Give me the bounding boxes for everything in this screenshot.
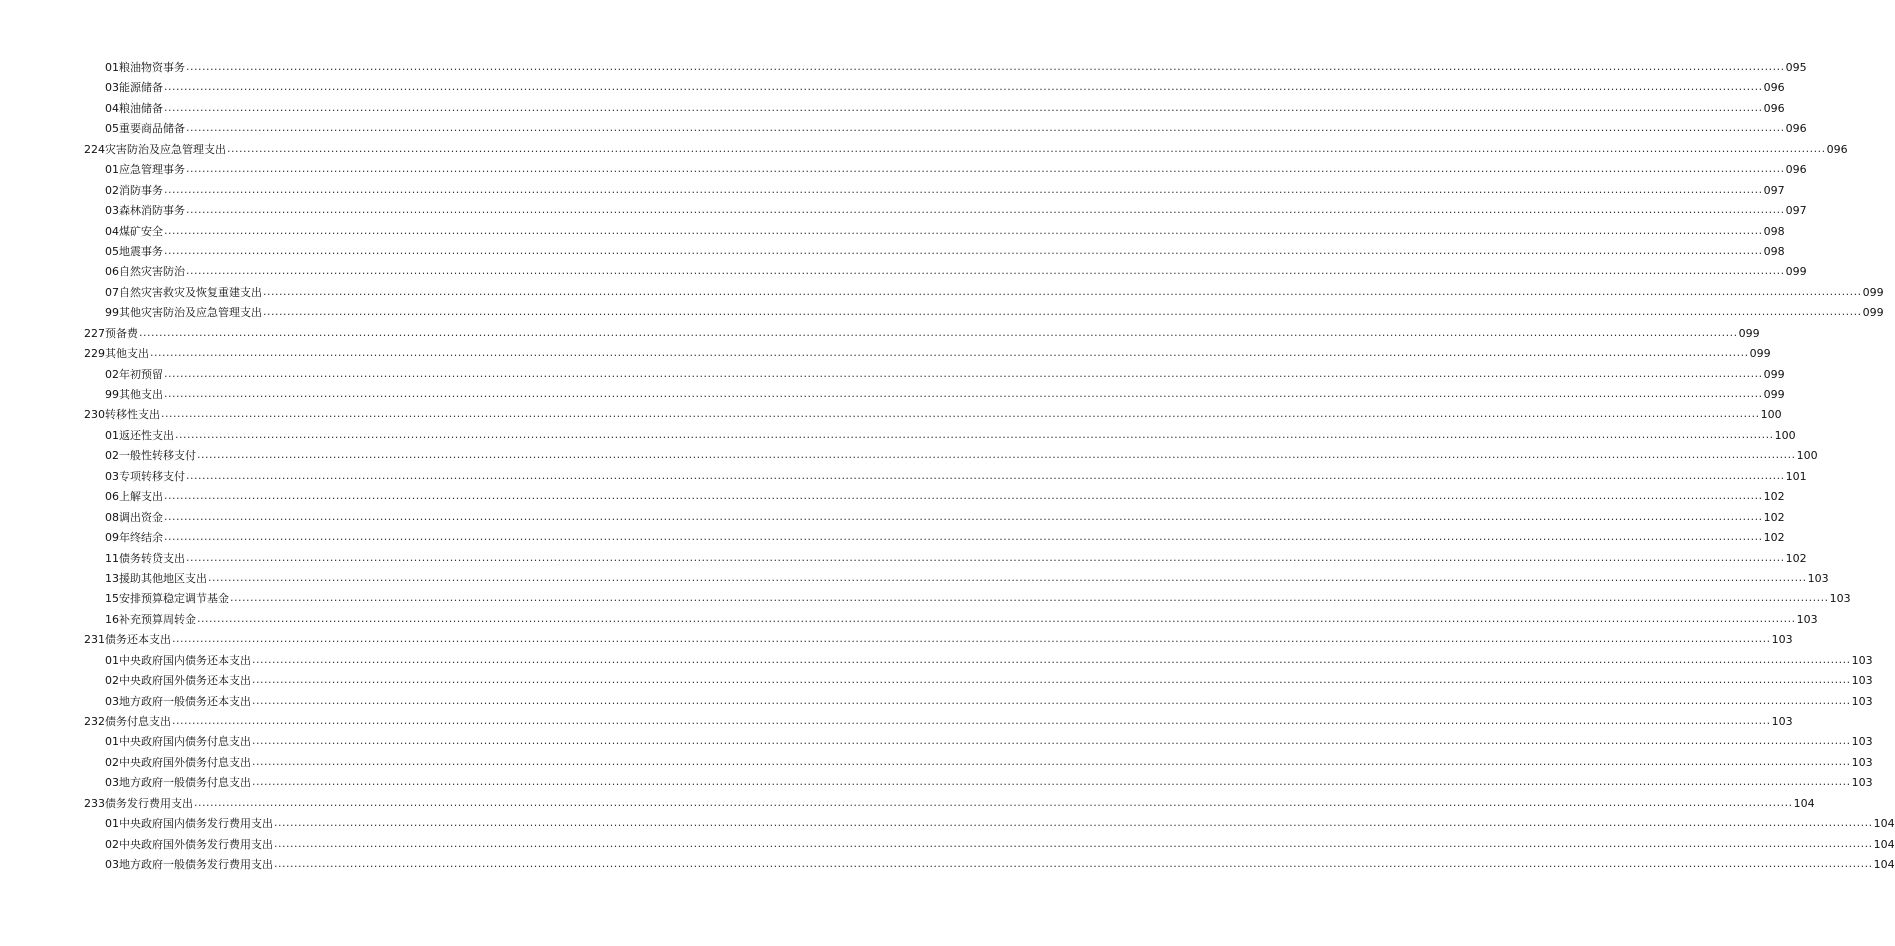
toc-page-number: 096: [1785, 122, 1807, 136]
toc-page-number: 099: [1785, 265, 1807, 279]
toc-item-row[interactable]: [105, 855, 1895, 875]
toc-code: 11: [105, 551, 119, 565]
toc-page-number: 103: [1851, 653, 1873, 667]
toc-code: 01: [105, 735, 119, 749]
toc-dot-leader: ................................................................................................................................................................................................................................................................................................................................................................................................................: [263, 284, 1862, 298]
toc-title: 能源储备: [119, 81, 163, 95]
toc-dot-leader: ................................................................................................................................................................................................................................................................................................................................................................................................................: [164, 530, 1763, 544]
toc-title: 转移性支出: [105, 408, 160, 422]
toc-dot-leader: ................................................................................................................................................................................................................................................................................................................................................................................................................: [274, 836, 1873, 850]
toc-item-row[interactable]: [105, 426, 1796, 446]
toc-title: 粮油储备: [119, 101, 163, 115]
toc-dot-leader: ................................................................................................................................................................................................................................................................................................................................................................................................................: [172, 632, 1771, 646]
toc-item-row[interactable]: [105, 753, 1873, 773]
toc-page-number: 103: [1771, 715, 1793, 728]
toc-code: 233: [84, 796, 105, 810]
toc-dot-leader: ................................................................................................................................................................................................................................................................................................................................................................................................................: [252, 693, 1851, 707]
toc-dot-leader: ................................................................................................................................................................................................................................................................................................................................................................................................................: [186, 550, 1785, 564]
toc-item-row[interactable]: [105, 78, 1785, 98]
toc-dot-leader: ................................................................................................................................................................................................................................................................................................................................................................................................................: [252, 754, 1851, 768]
toc-code: 227: [84, 326, 105, 340]
toc-code: 05: [105, 122, 119, 136]
toc-code: 01: [105, 163, 119, 177]
toc-title: 债务还本支出: [105, 633, 171, 647]
toc-title: 森林消防事务: [119, 204, 185, 218]
toc-page-number: 098: [1763, 224, 1785, 238]
toc-page-number: 104: [1793, 796, 1815, 810]
toc-title: 返还性支出: [119, 428, 174, 442]
toc-code: 03: [105, 204, 119, 218]
toc-title: 其他灾害防治及应急管理支出: [119, 306, 262, 320]
toc-item-row[interactable]: [105, 692, 1873, 712]
toc-section-row[interactable]: [84, 344, 1771, 364]
toc-item-row[interactable]: [105, 119, 1807, 139]
toc-page-number: 099: [1738, 326, 1760, 340]
toc-code: 230: [84, 408, 105, 422]
toc-code: 15: [105, 592, 119, 606]
toc-page-number: 104: [1873, 837, 1895, 851]
toc-dot-leader: ................................................................................................................................................................................................................................................................................................................................................................................................................: [186, 121, 1785, 135]
toc-item-row[interactable]: [105, 303, 1884, 323]
toc-item-row[interactable]: [105, 671, 1873, 691]
toc-item-row[interactable]: [105, 446, 1818, 466]
toc-dot-leader: ................................................................................................................................................................................................................................................................................................................................................................................................................: [164, 80, 1763, 94]
toc-section-row[interactable]: [84, 630, 1793, 650]
toc-code: 03: [105, 81, 119, 95]
toc-dot-leader: ................................................................................................................................................................................................................................................................................................................................................................................................................: [164, 366, 1763, 380]
toc-page-number: 099: [1749, 347, 1771, 361]
toc-page-number: 100: [1774, 428, 1796, 442]
toc-page-number: 098: [1763, 244, 1785, 258]
toc-section-row[interactable]: [84, 140, 1848, 160]
toc-code: 229: [84, 347, 105, 361]
toc-page-number: 102: [1763, 490, 1785, 504]
toc-title: 重要商品储备: [119, 122, 185, 136]
toc-item-row[interactable]: [105, 283, 1884, 303]
toc-page-number: 102: [1763, 531, 1785, 545]
toc-item-row[interactable]: [105, 814, 1895, 834]
toc-item-row[interactable]: [105, 528, 1785, 548]
toc-dot-leader: ................................................................................................................................................................................................................................................................................................................................................................................................................: [208, 570, 1807, 584]
toc-title: 年终结余: [119, 531, 163, 545]
toc-item-row[interactable]: [105, 835, 1895, 855]
toc-page-number: 096: [1763, 81, 1785, 95]
toc-title: 补充预算周转金: [119, 612, 196, 626]
toc-page-number: 100: [1760, 408, 1782, 422]
toc-item-row[interactable]: [105, 262, 1807, 282]
toc-dot-leader: ................................................................................................................................................................................................................................................................................................................................................................................................................: [164, 243, 1763, 257]
toc-section-row[interactable]: [84, 324, 1760, 344]
toc-item-row[interactable]: [105, 508, 1785, 528]
toc-title: 其他支出: [119, 388, 163, 401]
toc-page-number: 099: [1763, 367, 1785, 381]
toc-dot-leader: ................................................................................................................................................................................................................................................................................................................................................................................................................: [252, 652, 1851, 666]
toc-code: 08: [105, 510, 119, 524]
toc-code: 02: [105, 674, 119, 688]
toc-item-row[interactable]: [105, 58, 1807, 78]
toc-title: 年初预留: [119, 367, 163, 381]
toc-dot-leader: ................................................................................................................................................................................................................................................................................................................................................................................................................: [164, 387, 1763, 400]
toc-page-number: 103: [1771, 633, 1793, 647]
toc-dot-leader: ................................................................................................................................................................................................................................................................................................................................................................................................................: [186, 60, 1785, 73]
toc-code: 224: [84, 142, 105, 156]
toc-dot-leader: ................................................................................................................................................................................................................................................................................................................................................................................................................: [227, 141, 1826, 155]
toc-code: 06: [105, 490, 119, 504]
toc-title: 消防事务: [119, 183, 163, 197]
toc-title: 灾害防治及应急管理支出: [105, 142, 226, 156]
toc-page-number: 103: [1796, 612, 1818, 626]
toc-page-number: 099: [1763, 388, 1785, 401]
toc-title: 煤矿安全: [119, 224, 163, 238]
toc-title: 债务付息支出: [105, 715, 171, 728]
toc-item-row[interactable]: [105, 99, 1785, 119]
toc-dot-leader: ................................................................................................................................................................................................................................................................................................................................................................................................................: [150, 346, 1749, 360]
toc-page-number: 103: [1851, 674, 1873, 688]
toc-item-row[interactable]: [105, 732, 1873, 752]
toc-item-row[interactable]: [105, 773, 1873, 793]
toc-title: 自然灾害防治: [119, 265, 185, 279]
toc-title: 地方政府一般债务付息支出: [119, 776, 251, 790]
toc-title: 中央政府国内债务发行费用支出: [119, 817, 273, 831]
toc-page-number: 097: [1763, 183, 1785, 197]
toc-code: 99: [105, 306, 119, 320]
toc-dot-leader: ................................................................................................................................................................................................................................................................................................................................................................................................................: [164, 100, 1763, 114]
toc-title: 地方政府一般债务发行费用支出: [119, 858, 273, 872]
toc-code: 05: [105, 244, 119, 258]
toc-code: 03: [105, 858, 119, 872]
toc-code: 06: [105, 265, 119, 279]
toc-page-number: 104: [1873, 817, 1895, 831]
toc-code: 02: [105, 755, 119, 769]
toc-page-number: 100: [1796, 449, 1818, 463]
toc-dot-leader: ................................................................................................................................................................................................................................................................................................................................................................................................................: [252, 673, 1851, 687]
toc-code: 09: [105, 531, 119, 545]
toc-title: 中央政府国外债务还本支出: [119, 674, 251, 688]
toc-code: 01: [105, 817, 119, 831]
toc-code: 02: [105, 837, 119, 851]
toc-page-number: 096: [1826, 142, 1848, 156]
toc-section-row[interactable]: [84, 405, 1782, 425]
toc-title: 债务发行费用支出: [105, 796, 193, 810]
toc-item-row[interactable]: [105, 181, 1785, 201]
toc-item-row[interactable]: [105, 589, 1851, 609]
toc-item-row[interactable]: [105, 201, 1807, 221]
toc-page-number: 103: [1829, 592, 1851, 606]
toc-dot-leader: ................................................................................................................................................................................................................................................................................................................................................................................................................: [161, 407, 1760, 421]
toc-page-number: 101: [1785, 469, 1807, 483]
toc-code: 232: [84, 715, 105, 728]
toc-item-row[interactable]: [105, 487, 1785, 507]
toc-dot-leader: ................................................................................................................................................................................................................................................................................................................................................................................................................: [252, 775, 1851, 789]
toc-title: 专项转移支付: [119, 469, 185, 483]
toc-dot-leader: ................................................................................................................................................................................................................................................................................................................................................................................................................: [230, 591, 1829, 605]
toc-title: 预备费: [105, 326, 138, 340]
toc-title: 地震事务: [119, 244, 163, 258]
toc-dot-leader: ................................................................................................................................................................................................................................................................................................................................................................................................................: [194, 795, 1793, 809]
toc-page-number: 102: [1785, 551, 1807, 565]
toc-code: 231: [84, 633, 105, 647]
toc-page-number: 103: [1851, 755, 1873, 769]
toc-title: 一般性转移支付: [119, 449, 196, 463]
toc-title: 援助其他地区支出: [119, 571, 207, 585]
toc-code: 04: [105, 224, 119, 238]
toc-dot-leader: ................................................................................................................................................................................................................................................................................................................................................................................................................: [186, 468, 1785, 482]
toc-dot-leader: ................................................................................................................................................................................................................................................................................................................................................................................................................: [186, 264, 1785, 278]
toc-dot-leader: ................................................................................................................................................................................................................................................................................................................................................................................................................: [164, 509, 1763, 523]
toc-page-number: 103: [1851, 776, 1873, 790]
toc-code: 04: [105, 101, 119, 115]
toc-dot-leader: ................................................................................................................................................................................................................................................................................................................................................................................................................: [274, 857, 1873, 871]
toc-page-number: 099: [1862, 285, 1884, 299]
toc-code: 03: [105, 469, 119, 483]
toc-code: 01: [105, 428, 119, 442]
toc-title: 上解支出: [119, 490, 163, 504]
toc-page-number: 103: [1851, 694, 1873, 708]
toc-code: 02: [105, 183, 119, 197]
toc-section-row[interactable]: [84, 794, 1815, 814]
toc-title: 中央政府国外债务发行费用支出: [119, 837, 273, 851]
toc-item-row[interactable]: [105, 242, 1785, 262]
toc-dot-leader: ................................................................................................................................................................................................................................................................................................................................................................................................................: [172, 714, 1771, 727]
toc-dot-leader: ................................................................................................................................................................................................................................................................................................................................................................................................................: [186, 162, 1785, 176]
toc-code: 01: [105, 61, 119, 74]
toc-dot-leader: ................................................................................................................................................................................................................................................................................................................................................................................................................: [252, 734, 1851, 748]
toc-dot-leader: ................................................................................................................................................................................................................................................................................................................................................................................................................: [197, 448, 1796, 462]
toc-item-row[interactable]: [105, 467, 1807, 487]
toc-dot-leader: ................................................................................................................................................................................................................................................................................................................................................................................................................: [175, 427, 1774, 441]
toc-section-row[interactable]: [84, 712, 1793, 732]
toc-dot-leader: ................................................................................................................................................................................................................................................................................................................................................................................................................: [197, 611, 1796, 625]
toc-code: 02: [105, 449, 119, 463]
table-of-contents: [0, 58, 1895, 876]
toc-page-number: 095: [1785, 61, 1807, 74]
toc-code: 03: [105, 694, 119, 708]
toc-page-number: 097: [1785, 204, 1807, 218]
toc-page-number: 102: [1763, 510, 1785, 524]
toc-code: 01: [105, 653, 119, 667]
toc-page-number: 096: [1785, 163, 1807, 177]
toc-item-row[interactable]: [105, 569, 1829, 589]
toc-title: 应急管理事务: [119, 163, 185, 177]
toc-page-number: 103: [1807, 571, 1829, 585]
toc-dot-leader: ................................................................................................................................................................................................................................................................................................................................................................................................................: [164, 223, 1763, 237]
toc-code: 03: [105, 776, 119, 790]
toc-title: 中央政府国内债务还本支出: [119, 653, 251, 667]
toc-title: 安排预算稳定调节基金: [119, 592, 229, 606]
toc-dot-leader: ................................................................................................................................................................................................................................................................................................................................................................................................................: [164, 489, 1763, 503]
toc-title: 中央政府国内债务付息支出: [119, 735, 251, 749]
toc-title: 自然灾害救灾及恢复重建支出: [119, 285, 262, 299]
toc-dot-leader: ................................................................................................................................................................................................................................................................................................................................................................................................................: [263, 305, 1862, 319]
toc-code: 13: [105, 571, 119, 585]
toc-code: 07: [105, 285, 119, 299]
toc-item-row[interactable]: [105, 365, 1785, 385]
toc-dot-leader: ................................................................................................................................................................................................................................................................................................................................................................................................................: [164, 182, 1763, 196]
toc-code: 02: [105, 367, 119, 381]
toc-title: 粮油物资事务: [119, 61, 185, 74]
toc-item-row[interactable]: [105, 549, 1807, 569]
toc-item-row[interactable]: [105, 651, 1873, 671]
toc-item-row[interactable]: [105, 160, 1807, 180]
toc-page-number: 103: [1851, 735, 1873, 749]
toc-dot-leader: ................................................................................................................................................................................................................................................................................................................................................................................................................: [186, 203, 1785, 217]
toc-title: 债务转贷支出: [119, 551, 185, 565]
toc-title: 中央政府国外债务付息支出: [119, 755, 251, 769]
toc-item-row[interactable]: [105, 222, 1785, 242]
toc-dot-leader: ................................................................................................................................................................................................................................................................................................................................................................................................................: [139, 325, 1738, 339]
toc-item-row[interactable]: [105, 610, 1818, 630]
toc-title: 调出资金: [119, 510, 163, 524]
toc-item-row[interactable]: [105, 385, 1785, 405]
toc-title: 其他支出: [105, 347, 149, 361]
toc-page-number: 099: [1862, 306, 1884, 320]
toc-code: 16: [105, 612, 119, 626]
toc-dot-leader: ................................................................................................................................................................................................................................................................................................................................................................................................................: [274, 816, 1873, 830]
toc-page-number: 104: [1873, 858, 1895, 872]
toc-title: 地方政府一般债务还本支出: [119, 694, 251, 708]
toc-code: 99: [105, 388, 119, 401]
toc-page-number: 096: [1763, 101, 1785, 115]
